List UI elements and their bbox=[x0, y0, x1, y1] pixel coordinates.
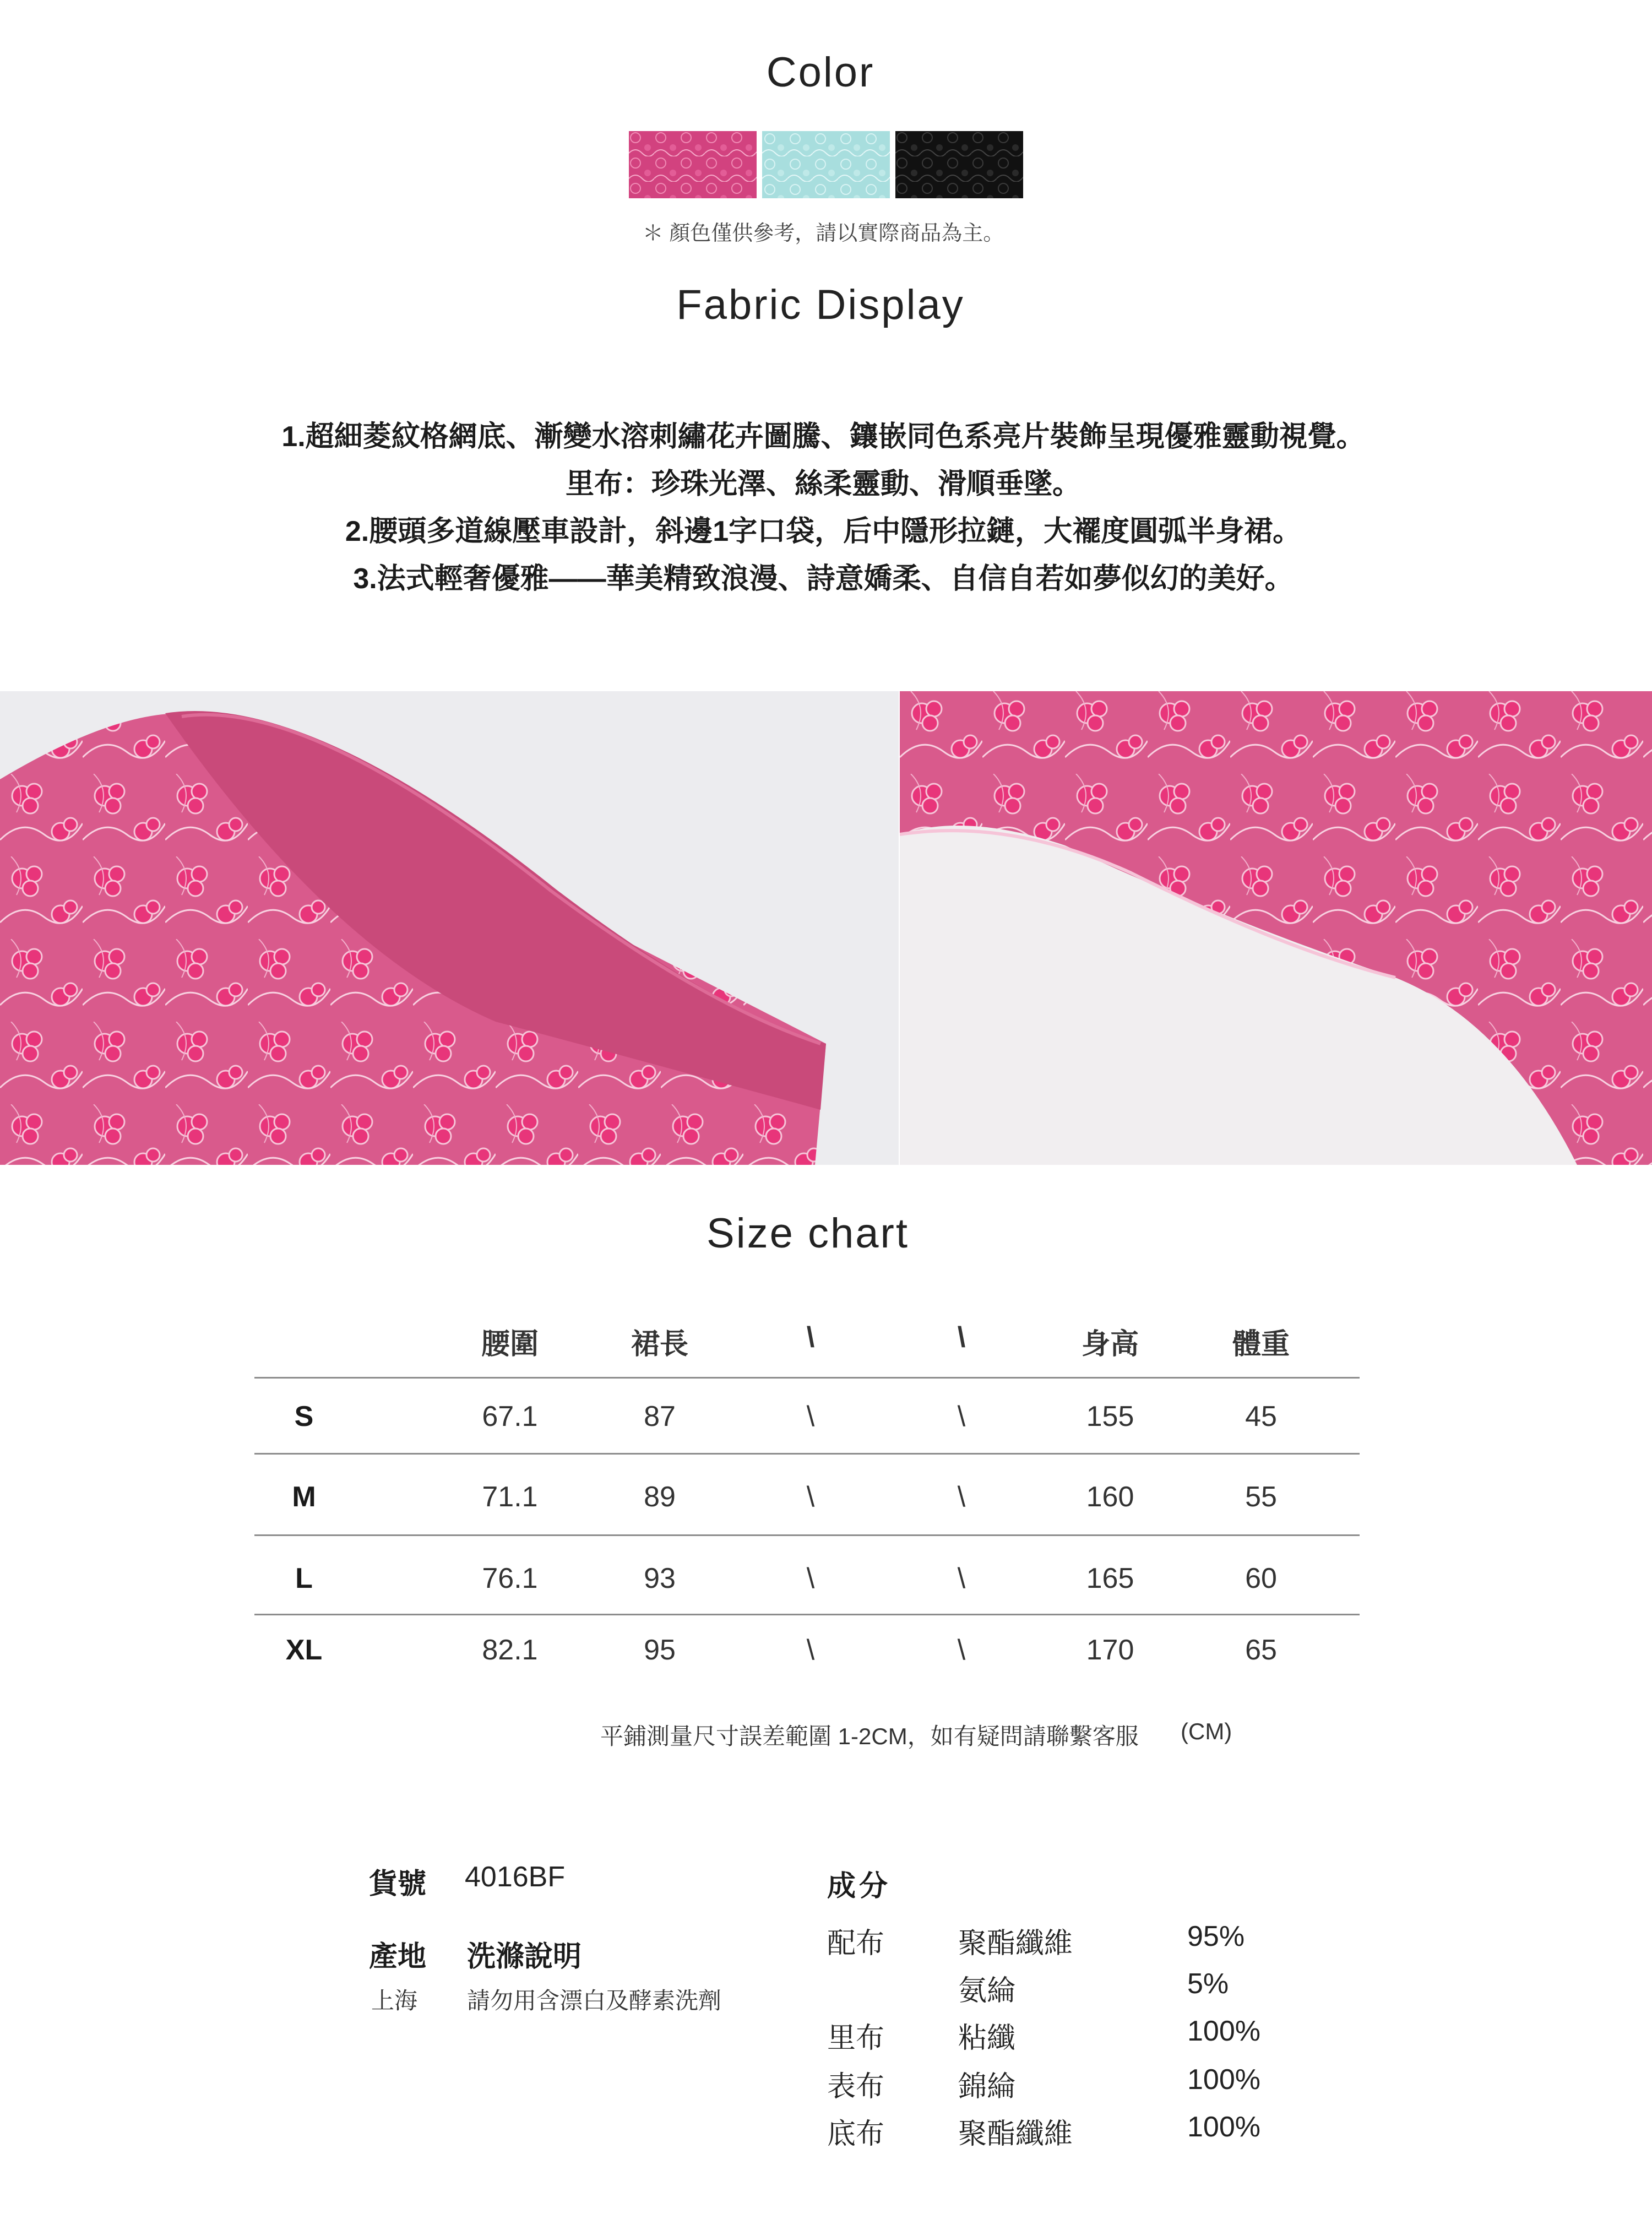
swatch-pink[interactable] bbox=[629, 131, 757, 198]
table-cell: \ bbox=[806, 1634, 815, 1666]
table-cell: \ bbox=[806, 1481, 815, 1513]
composition-percent: 5% bbox=[1187, 1968, 1229, 2000]
table-cell: \ bbox=[806, 1401, 815, 1433]
size-label: M bbox=[292, 1481, 316, 1513]
composition-material: 粘纖 bbox=[958, 2022, 1016, 2054]
color-note: ＊ 顏色僅供參考，請以實際商品為主。 bbox=[642, 222, 1004, 245]
sku-value: 4016BF bbox=[465, 1861, 566, 1893]
header-height: 身高 bbox=[1081, 1328, 1139, 1360]
wash-label: 洗滌說明 bbox=[467, 1941, 582, 1973]
composition-material: 錦綸 bbox=[958, 2071, 1016, 2103]
table-cell: 65 bbox=[1245, 1634, 1277, 1666]
table-cell: 67.1 bbox=[482, 1401, 538, 1433]
table-divider bbox=[254, 1614, 1360, 1615]
table-cell: 155 bbox=[1086, 1401, 1134, 1433]
table-cell: 89 bbox=[644, 1481, 676, 1513]
waistband-photo bbox=[0, 691, 899, 1165]
swatch-black[interactable] bbox=[895, 131, 1023, 198]
composition-part: 配布 bbox=[827, 1928, 885, 1960]
table-cell: 93 bbox=[644, 1562, 676, 1594]
table-cell: \ bbox=[957, 1481, 966, 1513]
fabric-line-4: 3.法式輕奢優雅——華美精致浪漫、詩意嬌柔、自信自若如夢似幻的美好。 bbox=[353, 563, 1294, 595]
table-cell: 165 bbox=[1086, 1562, 1134, 1594]
header-waist: 腰圍 bbox=[481, 1328, 539, 1360]
composition-material: 聚酯纖維 bbox=[958, 1928, 1073, 1960]
composition-percent: 100% bbox=[1187, 2064, 1260, 2096]
swatch-mint[interactable] bbox=[762, 131, 890, 198]
composition-part: 表布 bbox=[827, 2071, 885, 2103]
table-cell: 82.1 bbox=[482, 1634, 538, 1666]
header-length: 裙長 bbox=[631, 1328, 688, 1360]
fabric-line-1: 1.超細菱紋格網底、漸變水溶刺繡花卉圖騰、鑲嵌同色系亮片裝飾呈現優雅靈動視覺。 bbox=[281, 421, 1365, 453]
table-cell: 160 bbox=[1086, 1481, 1134, 1513]
composition-percent: 95% bbox=[1187, 1920, 1245, 1952]
color-title: Color bbox=[766, 49, 875, 96]
fabric-line-3: 2.腰頭多道線壓車設計，斜邊1字口袋，后中隱形拉鏈，大襬度圓弧半身裙。 bbox=[345, 516, 1302, 547]
size-chart-note: 平鋪測量尺寸誤差範圍 1-2CM，如有疑問請聯繫客服 bbox=[600, 1723, 1139, 1749]
table-cell: 71.1 bbox=[482, 1481, 538, 1513]
composition-material: 聚酯纖維 bbox=[958, 2118, 1073, 2150]
table-cell: 95 bbox=[644, 1634, 676, 1666]
size-label: S bbox=[294, 1401, 314, 1433]
table-cell: 76.1 bbox=[482, 1562, 538, 1594]
fabric-line-2: 里布：珍珠光澤、絲柔靈動、滑順垂墜。 bbox=[565, 468, 1081, 500]
table-cell: 87 bbox=[644, 1401, 676, 1433]
table-cell: \ bbox=[957, 1562, 966, 1594]
composition-part: 里布 bbox=[827, 2022, 885, 2054]
table-cell: 60 bbox=[1245, 1562, 1277, 1594]
sku-label: 貨號 bbox=[369, 1868, 427, 1900]
header-blank-2: \ bbox=[957, 1321, 966, 1353]
composition-title: 成分 bbox=[827, 1870, 892, 1902]
fabric-description bbox=[0, 413, 1646, 603]
table-divider bbox=[254, 1534, 1360, 1536]
size-chart-title: Size chart bbox=[707, 1210, 909, 1257]
table-cell: 170 bbox=[1086, 1634, 1134, 1666]
fabric-title: Fabric Display bbox=[676, 281, 965, 328]
size-label: L bbox=[295, 1562, 313, 1594]
composition-percent: 100% bbox=[1187, 2015, 1260, 2047]
table-divider bbox=[254, 1453, 1360, 1455]
wash-value: 請勿用含漂白及酵素洗劑 bbox=[467, 1988, 722, 2014]
size-chart-unit: (CM) bbox=[1181, 1718, 1232, 1744]
table-cell: \ bbox=[957, 1634, 966, 1666]
table-cell: \ bbox=[806, 1562, 815, 1594]
origin-label: 產地 bbox=[369, 1941, 427, 1973]
origin-value: 上海 bbox=[371, 1988, 418, 2014]
table-cell: 45 bbox=[1245, 1401, 1277, 1433]
header-blank-1: \ bbox=[806, 1321, 815, 1353]
table-cell: \ bbox=[957, 1401, 966, 1433]
lace-hem-photo bbox=[900, 691, 1652, 1165]
header-weight: 體重 bbox=[1232, 1328, 1290, 1360]
table-divider bbox=[254, 1377, 1360, 1379]
composition-material: 氨綸 bbox=[958, 1975, 1016, 2007]
composition-part: 底布 bbox=[827, 2118, 885, 2150]
composition-percent: 100% bbox=[1187, 2111, 1260, 2143]
table-cell: 55 bbox=[1245, 1481, 1277, 1513]
size-label: XL bbox=[285, 1634, 323, 1666]
